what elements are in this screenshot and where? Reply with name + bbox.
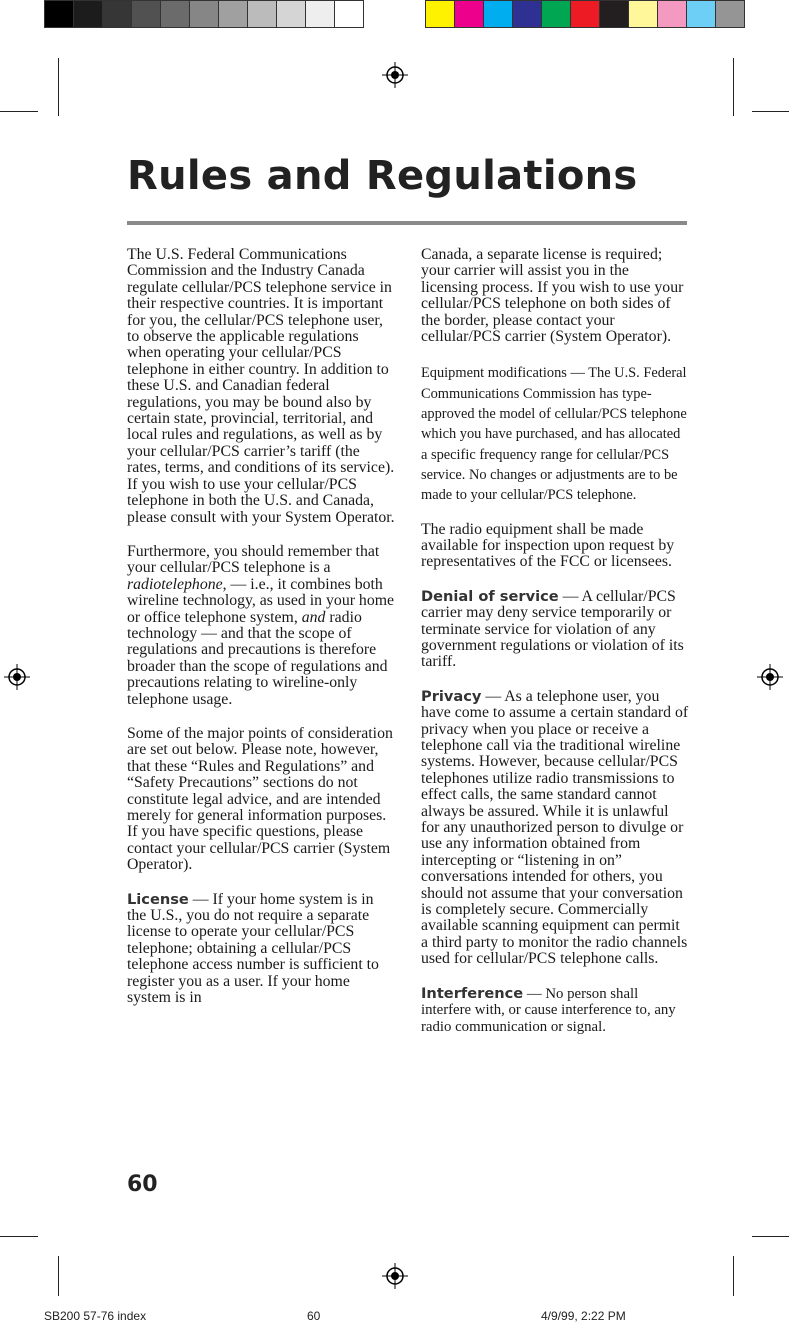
interference-paragraph: Interference — No person shall interfere with, or cause interference to, any radio communication or signal.	[421, 984, 676, 1035]
page-title: Rules and Regulations	[127, 153, 638, 199]
registration-mark-top-icon	[382, 62, 408, 88]
color-swatch-2	[455, 1, 484, 27]
gray-swatch-11	[335, 1, 363, 27]
license-heading: License	[127, 890, 189, 908]
left-column	[127, 247, 395, 1024]
gray-swatch-5	[161, 1, 190, 27]
color-swatch-6	[571, 1, 600, 27]
right-column	[421, 247, 689, 1053]
color-swatch-4	[513, 1, 542, 27]
disclaimer-paragraph: Some of the major points of consideration are set out below. Please note, however, that these “Rules and Regulations” and “Safety Precautions” sections do not constitute legal advice, and are intended merely for general information purposes. If you have specific questions, please contact your cellular/PCS carrier (System Operator).	[127, 724, 393, 874]
crop-mark-top-right-vertical	[733, 58, 734, 116]
crop-mark-top-left-horizontal	[0, 111, 38, 112]
gray-swatch-9	[277, 1, 306, 27]
color-swatch-5	[542, 1, 571, 27]
grayscale-calibration-bar	[44, 0, 364, 28]
crop-mark-top-right-horizontal	[752, 111, 789, 112]
crop-mark-bottom-left-vertical	[58, 1256, 59, 1296]
privacy-paragraph: Privacy — As a telephone user, you have come to assume a certain standard of privacy when you place or receive a telephone call via the traditional wireline systems. However, because cellular/PCS telephones utilize radio transmissions to effect calls, the same standard cannot always be assured. While it is unlawful for any unauthorized person to divulge or use any information obtained from intercepting or “listening in on” conversations intended for others, you should not assume that your conversation is completely secure. Commercially available scanning equipment can permit a third party to monitor the radio channels used for cellular/PCS telephone calls.	[421, 687, 689, 968]
registration-mark-left-icon	[4, 664, 30, 690]
gray-swatch-4	[132, 1, 161, 27]
color-calibration-bar	[425, 0, 745, 28]
footer-timestamp: 4/9/99, 2:22 PM	[541, 1309, 626, 1323]
crop-mark-bottom-right-vertical	[733, 1256, 734, 1296]
page-number: 60	[127, 1172, 158, 1197]
denial-heading: Denial of service	[421, 587, 559, 605]
license-paragraph: License — If your home system is in the U.S., you do not require a separate license to operate your cellular/PCS telephone; obtaining a cellular/PCS telephone access number is sufficient to register you as a user. If your home system is in	[127, 890, 379, 1007]
privacy-heading: Privacy	[421, 687, 482, 705]
equipment-modifications-paragraph: Equipment modifications — The U.S. Federal Communications Commission has type-approved the model of cellular/PCS telephone which you have purchased, and has allocated a specific frequency range for cellular/PCS service. No changes or adjustments are to be made to your cellular/PCS telephone.	[421, 365, 687, 504]
color-swatch-7	[600, 1, 629, 27]
registration-mark-bottom-icon	[382, 1263, 408, 1289]
color-swatch-10	[687, 1, 716, 27]
gray-swatch-7	[219, 1, 248, 27]
gray-swatch-10	[306, 1, 335, 27]
crop-mark-bottom-right-horizontal	[752, 1236, 789, 1237]
footer-page: 60	[307, 1309, 321, 1323]
radiotelephone-paragraph: Furthermore, you should remember that your cellular/PCS telephone is a radiotelephone, — i.e., it combines both wireline technology, as used in your home or office telephone system, and radio technology — and that the scope of regulations and precautions is therefore broader than the scope of regulations and precautions relating to wireline-only telephone usage.	[127, 542, 395, 708]
gray-swatch-1	[45, 1, 74, 27]
color-swatch-1	[426, 1, 455, 27]
intro-paragraph: The U.S. Federal Communications Commission and the Industry Canada regulate cellular/PCS telephone service in their respective countries. It is important for you, the cellular/PCS telephone user, to observe the applicable regulations when operating your cellular/PCS telephone in either country. In addition to these U.S. and Canadian federal regulations, you may be bound also by certain state, provincial, territorial, and local rules and regulations, as well as by your cellular/PCS carrier’s tariff (the rates, terms, and conditions of its service). If you wish to use your cellular/PCS telephone in both the U.S. and Canada, please consult with your System Operator.	[127, 246, 395, 526]
color-swatch-11	[716, 1, 744, 27]
gray-swatch-8	[248, 1, 277, 27]
registration-mark-right-icon	[757, 664, 783, 690]
crop-mark-top-left-vertical	[58, 58, 59, 116]
gray-swatch-6	[190, 1, 219, 27]
title-divider	[127, 221, 687, 225]
color-swatch-9	[658, 1, 687, 27]
gray-swatch-3	[103, 1, 132, 27]
denial-of-service-paragraph: Denial of service — A cellular/PCS carrier may deny service temporarily or terminate service for violation of any government regulations or violation of its tariff.	[421, 587, 684, 671]
inspection-paragraph: The radio equipment shall be made available for inspection upon request by representatives of the FCC or licensees.	[421, 520, 675, 571]
license-continued-paragraph: Canada, a separate license is required; your carrier will assist you in the licensing process. If you wish to use your cellular/PCS telephone on both sides of the border, please contact your cellular/PCS carrier (System Operator).	[421, 246, 684, 346]
color-swatch-8	[629, 1, 658, 27]
gray-swatch-2	[74, 1, 103, 27]
interference-heading: Interference	[421, 984, 524, 1002]
footer-filename: SB200 57-76 index	[44, 1309, 147, 1323]
color-swatch-3	[484, 1, 513, 27]
crop-mark-bottom-left-horizontal	[0, 1236, 38, 1237]
